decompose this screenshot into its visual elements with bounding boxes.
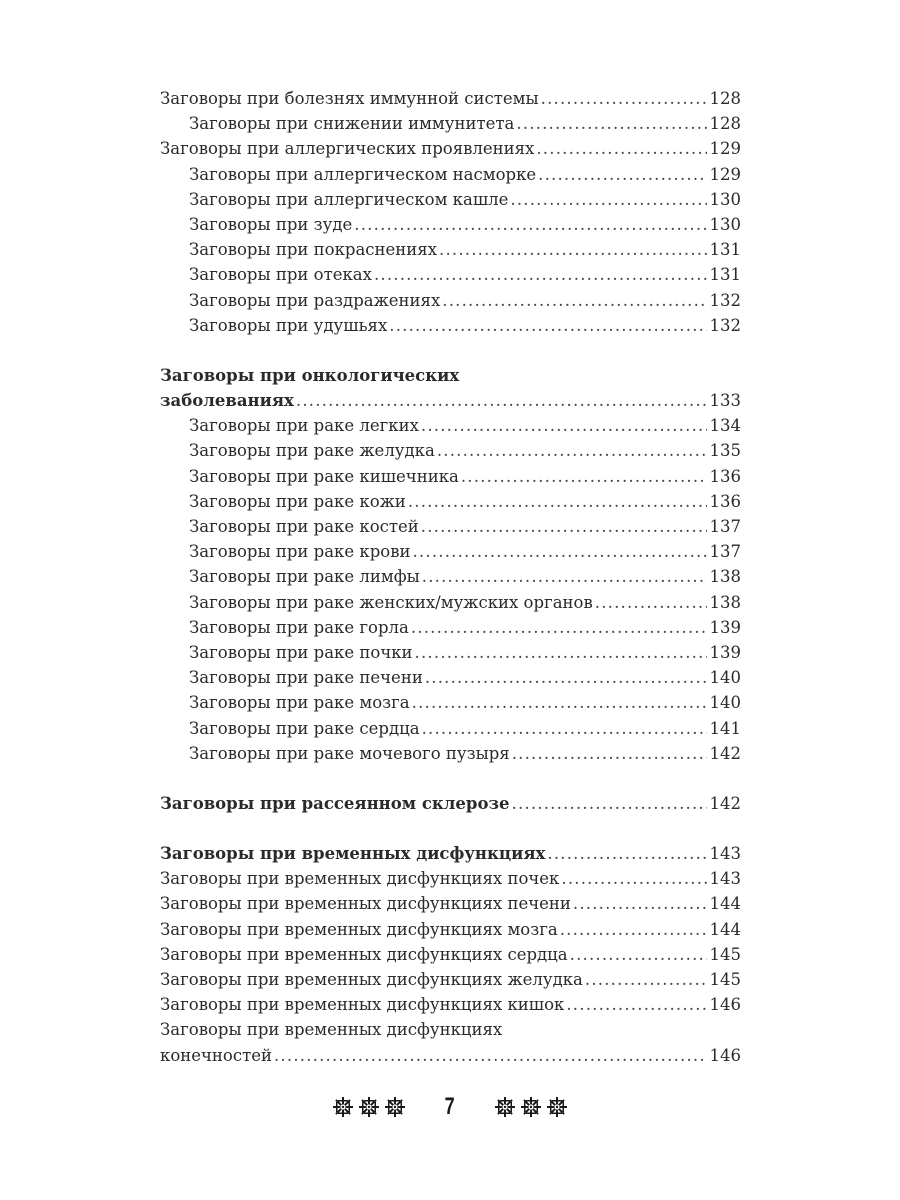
toc-entry[interactable]	[160, 615, 741, 640]
toc-entry-title: Заговоры при раке крови	[189, 542, 411, 562]
toc-entry-page: 129	[709, 139, 741, 159]
toc-entry-page: 130	[709, 214, 741, 234]
toc-entry-title: Заговоры при снижении иммунитета	[189, 114, 515, 134]
leader-dots	[547, 841, 706, 866]
toc-entry[interactable]	[160, 288, 741, 313]
leader-dots	[510, 187, 706, 212]
leader-dots	[536, 136, 706, 161]
toc-entry-title: Заговоры при раке желудка	[189, 441, 435, 461]
toc-entry-title: конечностей	[160, 1045, 272, 1065]
toc-entry-title: Заговоры при рассеянном склерозе	[160, 793, 510, 813]
toc-entry[interactable]	[160, 917, 741, 942]
toc-entry-page: 141	[709, 718, 741, 738]
toc-entry-title: Заговоры при раке мочевого пузыря	[189, 743, 510, 763]
table-of-contents	[160, 86, 741, 1068]
ornament-group-right	[495, 1097, 567, 1117]
leader-dots	[573, 891, 707, 916]
toc-entry[interactable]	[160, 111, 741, 136]
snowflake-ornament-icon	[359, 1097, 379, 1117]
toc-entry-page: 135	[709, 441, 741, 461]
toc-entry-title: Заговоры при аллергических проявлениях	[160, 139, 535, 159]
toc-entry[interactable]	[160, 136, 741, 161]
leader-dots	[461, 464, 707, 489]
toc-entry-page: 130	[709, 189, 741, 209]
toc-entry-title: Заговоры при раке почки	[189, 642, 413, 662]
toc-entry-title: Заговоры при раздражениях	[189, 290, 441, 310]
toc-entry[interactable]	[160, 891, 741, 916]
toc-entry[interactable]	[160, 86, 741, 111]
toc-entry-title: Заговоры при временных дисфункциях кишок	[160, 995, 565, 1015]
toc-entry-title: Заговоры при зуде	[189, 214, 353, 234]
toc-entry[interactable]	[160, 539, 741, 564]
leader-dots	[374, 262, 707, 287]
leader-dots	[566, 992, 706, 1017]
toc-entry[interactable]	[160, 564, 741, 589]
toc-entry[interactable]	[160, 866, 741, 891]
section-gap	[160, 766, 741, 791]
leader-dots	[425, 665, 707, 690]
toc-entry-title: Заговоры при временных дисфункциях мозга	[160, 919, 558, 939]
toc-entry-page: 142	[709, 793, 741, 813]
toc-entry[interactable]	[160, 690, 741, 715]
toc-entry-page: 128	[709, 114, 741, 134]
toc-entry-page: 142	[709, 743, 741, 763]
toc-entry-page: 132	[709, 290, 741, 310]
toc-entry-page: 136	[709, 491, 741, 511]
toc-entry-page: 139	[709, 642, 741, 662]
toc-entry-title: Заговоры при временных дисфункциях	[160, 844, 546, 864]
page-footer	[0, 1092, 900, 1122]
toc-entry[interactable]	[160, 992, 741, 1017]
toc-entry-title: Заговоры при временных дисфункциях желудка	[160, 970, 583, 989]
toc-entry-title: Заговоры при отеках	[189, 265, 372, 285]
toc-section-immune	[160, 86, 741, 338]
toc-entry[interactable]	[160, 942, 741, 967]
toc-entry-page: 140	[709, 668, 741, 688]
leader-dots	[512, 741, 707, 766]
leader-dots	[408, 489, 707, 514]
toc-entry[interactable]	[160, 514, 741, 539]
toc-entry-page: 133	[709, 391, 741, 411]
toc-entry-title: Заговоры при раке горла	[189, 617, 409, 637]
toc-entry-title: Заговоры при аллергическом насморке	[189, 164, 537, 184]
toc-entry-line[interactable]: Заговоры при временных дисфункциях	[160, 1020, 503, 1040]
toc-entry-page: 138	[709, 567, 741, 587]
leader-dots	[389, 313, 706, 338]
toc-entry-title: Заговоры при временных дисфункциях печени	[160, 894, 571, 914]
leader-dots	[411, 615, 707, 640]
toc-entry[interactable]	[160, 212, 741, 237]
toc-entry-page: 136	[709, 466, 741, 486]
leader-dots	[538, 162, 706, 187]
toc-entry-title: Заговоры при аллергическом кашле	[189, 189, 509, 209]
snowflake-ornament-icon	[495, 1097, 515, 1117]
leader-dots	[442, 288, 706, 313]
toc-entry-title: заболеваниях	[160, 391, 294, 411]
snowflake-ornament-icon	[333, 1097, 353, 1117]
toc-entry[interactable]	[160, 1043, 741, 1068]
leader-dots	[274, 1043, 707, 1068]
toc-entry[interactable]	[160, 237, 741, 262]
toc-entry-title: Заговоры при покраснениях	[189, 240, 438, 260]
toc-entry-page: 145	[709, 944, 741, 964]
leader-dots	[296, 388, 707, 413]
leader-dots	[570, 942, 707, 967]
leader-dots	[422, 564, 707, 589]
leader-dots	[439, 237, 706, 262]
ornament-group-left	[333, 1097, 405, 1117]
section-gap	[160, 338, 741, 363]
toc-entry-title: Заговоры при раке женских/мужских органов	[189, 592, 593, 612]
section-heading[interactable]	[160, 388, 741, 413]
leader-dots	[516, 111, 706, 136]
toc-entry-title: Заговоры при раке сердца	[189, 718, 420, 738]
toc-entry-title: Заговоры при раке легких	[189, 416, 419, 436]
toc-entry-page: 138	[709, 592, 741, 612]
toc-entry[interactable]	[160, 741, 741, 766]
leader-dots	[561, 866, 706, 891]
leader-dots	[437, 438, 707, 463]
toc-entry[interactable]	[160, 413, 741, 438]
toc-entry-page: 140	[709, 693, 741, 713]
toc-entry-title: Заговоры при раке мозга	[189, 693, 410, 713]
leader-dots	[412, 539, 706, 564]
toc-entry-title: Заговоры при раке кишечника	[189, 466, 459, 486]
toc-entry[interactable]	[160, 489, 741, 514]
toc-entry-page: 143	[709, 844, 741, 864]
leader-dots	[512, 791, 707, 816]
leader-dots	[354, 212, 706, 237]
toc-entry-page: 137	[709, 542, 741, 562]
toc-entry-page: 145	[709, 970, 741, 989]
toc-entry-page: 137	[709, 517, 741, 536]
leader-dots	[560, 917, 707, 942]
toc-entry-title: Заговоры при временных дисфункциях почек	[160, 869, 560, 889]
leader-dots	[412, 690, 707, 715]
snowflake-ornament-icon	[521, 1097, 541, 1117]
leader-dots	[422, 716, 707, 741]
toc-entry[interactable]	[160, 187, 741, 212]
leader-dots	[415, 640, 707, 665]
toc-entry[interactable]	[160, 438, 741, 463]
toc-entry-page: 132	[709, 315, 741, 335]
toc-entry-page: 129	[709, 164, 741, 184]
leader-dots	[585, 967, 707, 992]
toc-entry[interactable]	[160, 640, 741, 665]
toc-entry-title: Заговоры при раке печени	[189, 668, 423, 688]
toc-entry-page: 144	[709, 919, 741, 939]
snowflake-ornament-icon	[547, 1097, 567, 1117]
toc-entry[interactable]	[160, 262, 741, 287]
toc-entry[interactable]	[160, 967, 741, 992]
toc-entry[interactable]	[160, 313, 741, 338]
toc-entry-page: 146	[709, 1045, 741, 1065]
toc-entry-title: Заговоры при раке лимфы	[189, 567, 420, 587]
toc-entry-page: 139	[709, 617, 741, 637]
toc-entry[interactable]	[160, 590, 741, 615]
toc-entry-page: 134	[709, 416, 741, 436]
section-heading[interactable]	[160, 791, 741, 816]
toc-section-dysfunctions	[160, 841, 741, 1068]
leader-dots	[541, 86, 707, 111]
toc-entry-title: Заговоры при болезнях иммунной системы	[160, 89, 539, 108]
toc-entry[interactable]	[160, 162, 741, 187]
toc-entry-page: 131	[709, 240, 741, 260]
leader-dots	[595, 590, 707, 615]
toc-entry[interactable]	[160, 464, 741, 489]
toc-entry[interactable]	[160, 716, 741, 741]
toc-entry[interactable]	[160, 665, 741, 690]
toc-entry-title: Заговоры при раке кожи	[189, 491, 406, 511]
toc-entry-title: Заговоры при временных дисфункциях сердца	[160, 944, 568, 964]
toc-entry-title: Заговоры при удушьях	[189, 315, 388, 335]
toc-entry-page: 131	[709, 265, 741, 285]
toc-entry-title: Заговоры при раке костей	[189, 517, 419, 536]
toc-entry-page: 143	[709, 869, 741, 889]
leader-dots	[421, 413, 707, 438]
page-number: 7	[444, 1093, 456, 1120]
section-heading-line[interactable]: Заговоры при онкологических	[160, 365, 460, 385]
snowflake-ornament-icon	[385, 1097, 405, 1117]
section-gap	[160, 816, 741, 841]
toc-entry-page: 128	[709, 89, 741, 108]
toc-section-oncology	[160, 363, 741, 766]
toc-entry-page: 146	[709, 995, 741, 1015]
section-heading[interactable]	[160, 841, 741, 866]
toc-entry-page: 144	[709, 894, 741, 914]
leader-dots	[421, 514, 707, 539]
